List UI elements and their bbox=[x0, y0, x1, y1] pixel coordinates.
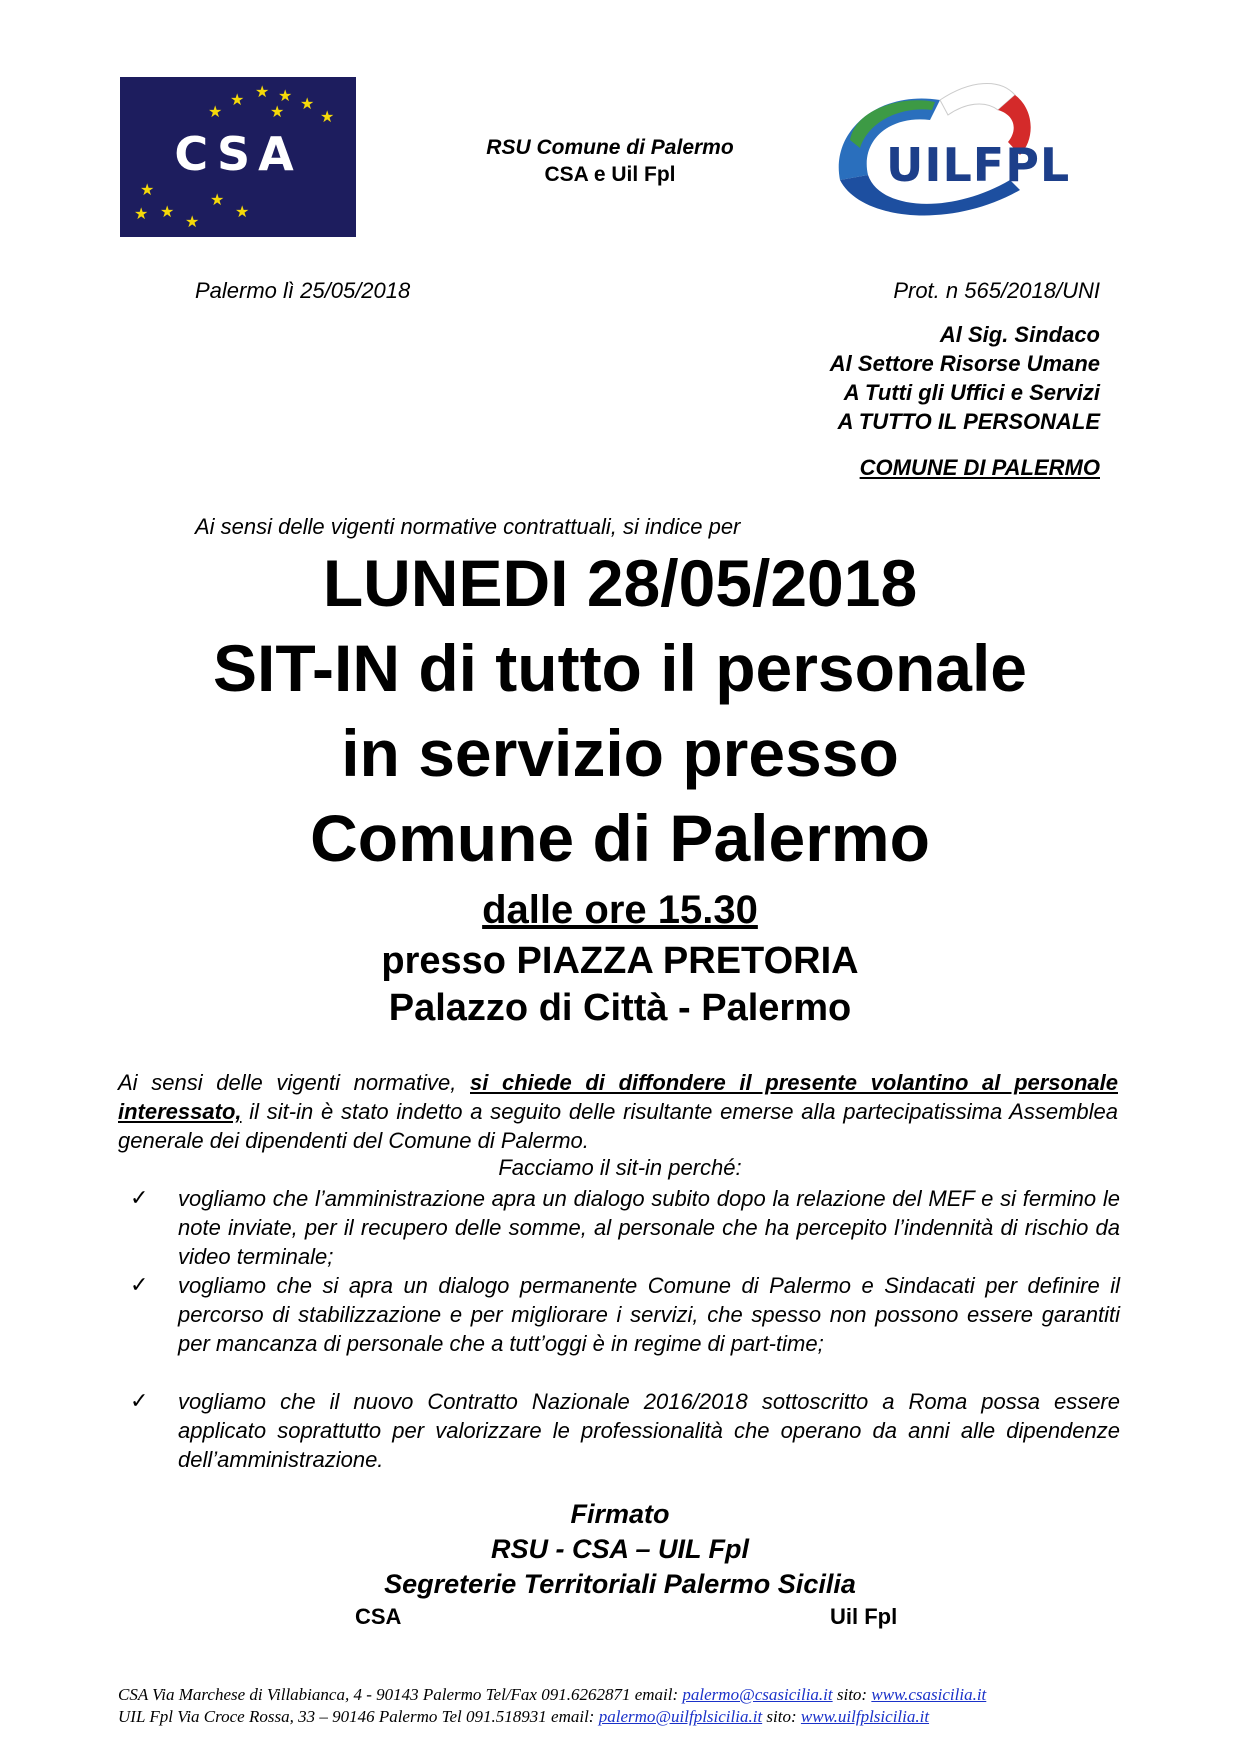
footer-text: CSA Via Marchese di Villabianca, 4 - 90143 Palermo Tel/Fax 091.6262871 email: bbox=[118, 1685, 683, 1704]
svg-text:★: ★ bbox=[230, 92, 245, 109]
svg-text:★: ★ bbox=[300, 96, 315, 113]
recipient-organization: COMUNE DI PALERMO bbox=[859, 455, 1100, 480]
headline-line: Comune di Palermo bbox=[310, 801, 930, 875]
svg-text:★: ★ bbox=[134, 206, 149, 223]
body-pre: Ai sensi delle vigenti normative, bbox=[118, 1070, 470, 1095]
svg-text:★: ★ bbox=[255, 84, 270, 101]
uilfpl-logo bbox=[820, 70, 1071, 230]
svg-text:★: ★ bbox=[140, 182, 155, 199]
footer-site-link[interactable]: www.csasicilia.it bbox=[871, 1685, 987, 1704]
signature-uilfpl: Uil Fpl bbox=[830, 1604, 898, 1629]
event-place: presso PIAZZA PRETORIA bbox=[381, 940, 859, 982]
body-paragraph bbox=[118, 1068, 1118, 1155]
svg-text:★: ★ bbox=[320, 109, 335, 126]
body-emphasis: si chiede di diffondere il presente volantino al personale interessato, bbox=[118, 1070, 1118, 1124]
event-time bbox=[0, 888, 1240, 933]
list-item bbox=[130, 1184, 1120, 1271]
letterhead-line1: RSU Comune di Palermo bbox=[486, 136, 734, 159]
list-item-text: vogliamo che l’amministrazione apra un dialogo subito dopo la relazione del MEF e si fermino le note inviate, per il recupero delle somme, al personale che ha percepito l’indennità di rischio da video terminale; bbox=[178, 1186, 1120, 1269]
intro-text: Ai sensi delle vigenti normative contrattuali, si indice per bbox=[195, 514, 741, 539]
list-item-text: vogliamo che il nuovo Contratto Nazionale 2016/2018 sottoscritto a Roma possa essere applicato soprattutto per valorizzare le professionalità che operano da anni alle dipendenze dell’amministrazione. bbox=[178, 1389, 1120, 1472]
svg-text:★: ★ bbox=[208, 104, 223, 121]
signature-line: Firmato bbox=[570, 1499, 670, 1529]
signature-line: RSU - CSA – UIL Fpl bbox=[490, 1534, 750, 1564]
csa-logo-text: CSA bbox=[174, 127, 302, 181]
document-date: Palermo lì 25/05/2018 bbox=[195, 278, 411, 303]
footer-site-label: sito: bbox=[832, 1685, 872, 1704]
headline-date: LUNEDI 28/05/2018 bbox=[322, 546, 918, 620]
body-post: il sit-in è stato indetto a seguito delle risultante emerse alla partecipatissima Assemblea generale dei dipendenti del Comune di Palermo. bbox=[118, 1099, 1118, 1153]
svg-text:★: ★ bbox=[278, 88, 293, 105]
headline-line: in servizio presso bbox=[341, 716, 899, 790]
recipient-line: Al Sig. Sindaco bbox=[939, 322, 1100, 347]
checkmark-icon: ✓ bbox=[130, 1186, 149, 1211]
reasons-heading: Facciamo il sit-in perché: bbox=[498, 1155, 742, 1180]
recipient-line: Al Settore Risorse Umane bbox=[829, 351, 1100, 376]
footer-site-label: sito: bbox=[762, 1707, 801, 1726]
svg-text:★: ★ bbox=[270, 104, 285, 121]
list-item-text: vogliamo che si apra un dialogo permanente Comune di Palermo e Sindacati per definire il percorso di stabilizzazione e per migliorare i servizi, che spesso non possono essere garantiti per mancanza di personale che a tutt’oggi è in regime di part-time; bbox=[178, 1273, 1120, 1356]
footer-text: UIL Fpl Via Croce Rossa, 33 – 90146 Palermo Tel 091.518931 email: bbox=[118, 1707, 599, 1726]
footer-email-link[interactable]: palermo@csasicilia.it bbox=[682, 1685, 833, 1704]
checkmark-icon: ✓ bbox=[130, 1273, 149, 1298]
recipient-line: A TUTTO IL PERSONALE bbox=[837, 409, 1100, 434]
list-item bbox=[130, 1387, 1120, 1474]
footer-email-link[interactable]: palermo@uilfplsicilia.it bbox=[598, 1707, 763, 1726]
signature-line: Segreterie Territoriali Palermo Sicilia bbox=[384, 1569, 856, 1599]
svg-text:★: ★ bbox=[210, 192, 225, 209]
protocol-number: Prot. n 565/2018/UNI bbox=[893, 278, 1100, 303]
footer-site-link[interactable]: www.uilfplsicilia.it bbox=[800, 1707, 930, 1726]
csa-logo bbox=[120, 77, 356, 237]
svg-text:★: ★ bbox=[160, 204, 175, 221]
list-item bbox=[130, 1271, 1120, 1358]
checkmark-icon: ✓ bbox=[130, 1389, 149, 1414]
event-time-text: dalle ore 15.30 bbox=[482, 888, 758, 932]
svg-text:★: ★ bbox=[235, 204, 250, 221]
footer-line-csa bbox=[118, 1685, 1128, 1705]
recipients-block bbox=[830, 320, 1100, 436]
letterhead bbox=[440, 134, 780, 188]
footer-line-uil bbox=[118, 1707, 1128, 1727]
signature-csa: CSA bbox=[355, 1604, 402, 1629]
uilfpl-logo-text: UILFPL bbox=[886, 138, 1071, 192]
letterhead-line2: CSA e Uil Fpl bbox=[544, 163, 676, 186]
signature-block bbox=[0, 1497, 1240, 1602]
headline-line: SIT-IN di tutto il personale bbox=[212, 631, 1028, 705]
recipient-line: A Tutti gli Uffici e Servizi bbox=[843, 380, 1100, 405]
event-place: Palazzo di Città - Palermo bbox=[388, 987, 852, 1029]
svg-text:★: ★ bbox=[185, 214, 200, 231]
